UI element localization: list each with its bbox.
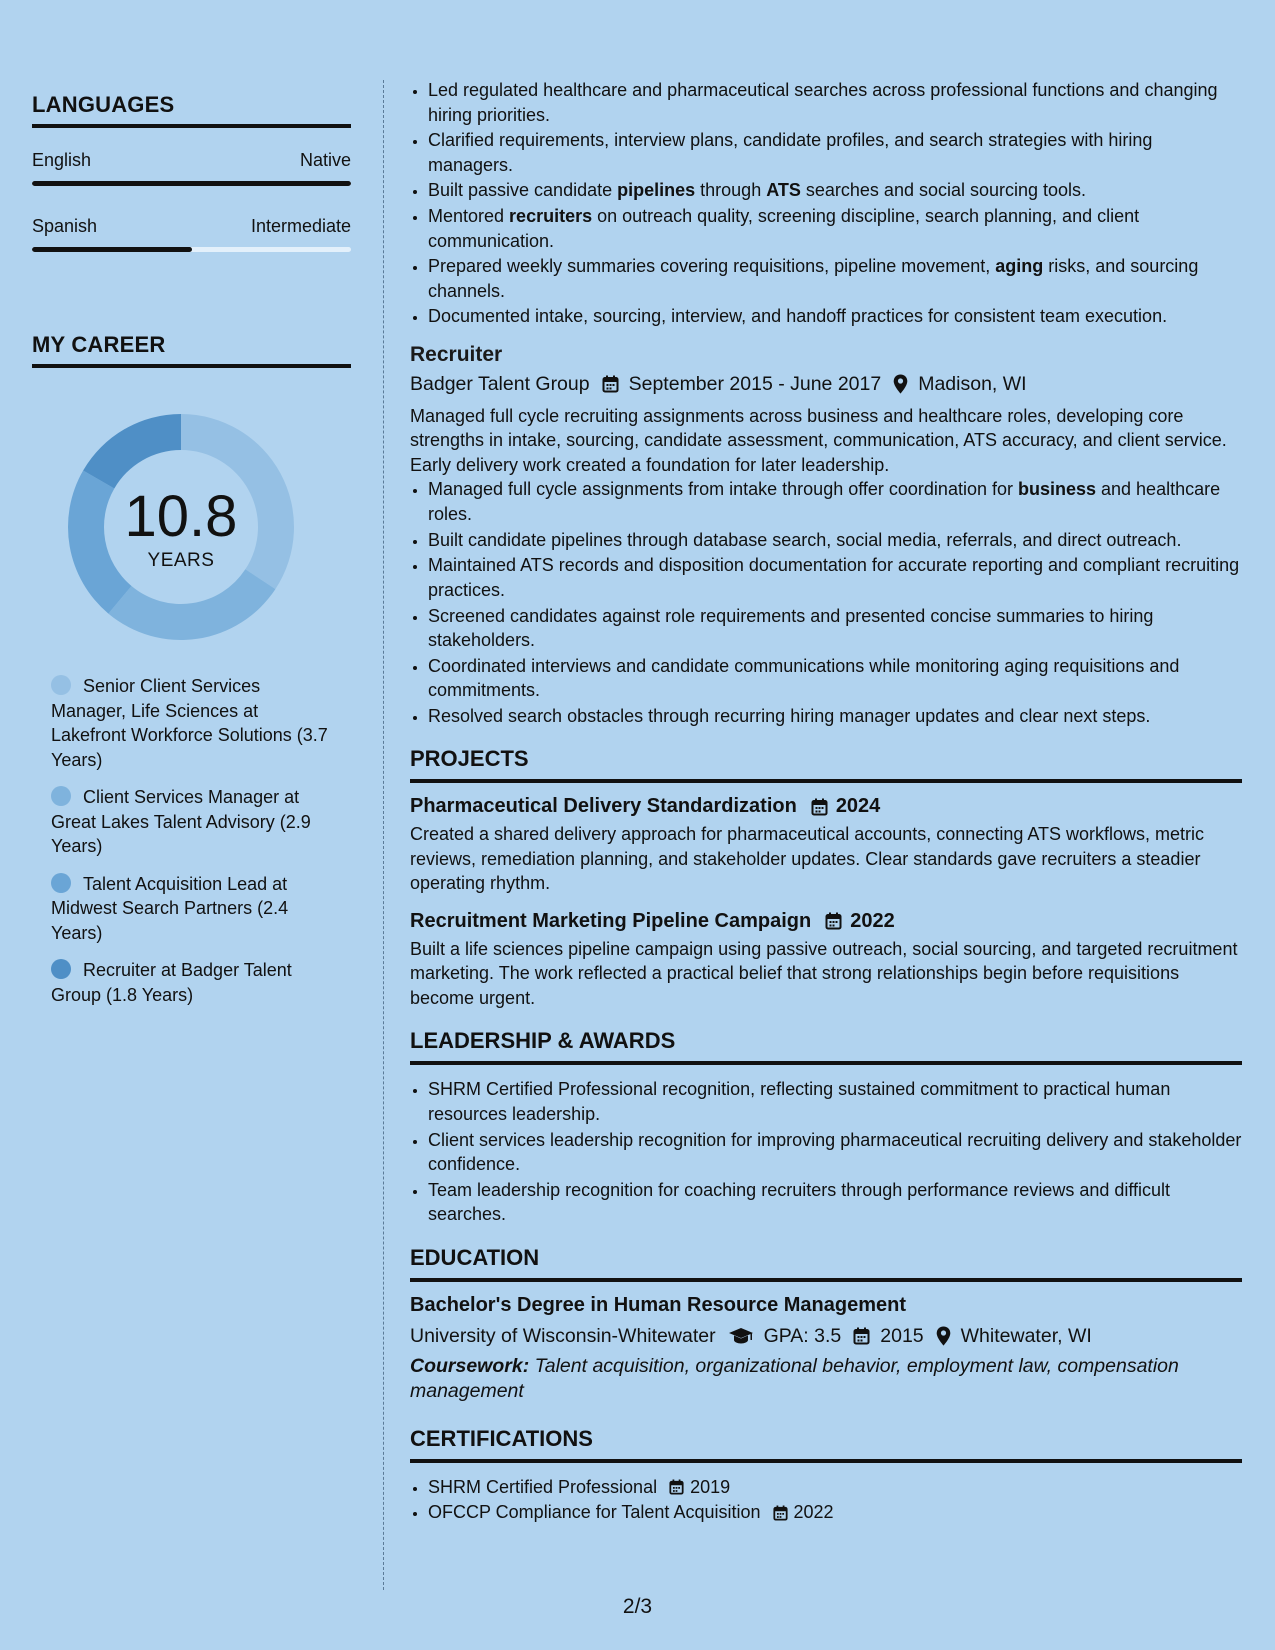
language-proficiency-fill: [32, 247, 192, 252]
calendar-icon: [853, 1327, 870, 1345]
education-heading: EDUCATION: [410, 1245, 1242, 1282]
graduation-cap-icon: [728, 1327, 754, 1345]
education-meta: [410, 1325, 1242, 1348]
legend-text: Recruiter at Badger Talent Group (1.8 Years): [51, 960, 292, 1005]
calendar-icon: [773, 1505, 788, 1521]
bullet-item: • Documented intake, sourcing, interview, and handoff practices for consistent team execution.: [428, 304, 1242, 329]
language-spanish: [32, 216, 351, 252]
job-title: Recruiter: [410, 342, 503, 366]
language-level: Native: [299, 150, 351, 170]
language-name: Spanish: [32, 216, 98, 236]
projects-heading: PROJECTS: [410, 746, 1242, 783]
map-pin-icon: [893, 374, 908, 394]
certifications-heading: CERTIFICATIONS: [410, 1426, 1242, 1463]
certification-item: [428, 1475, 1242, 1500]
certification-year: 2022: [793, 1502, 834, 1523]
legend-item: [51, 958, 336, 1007]
job-dates: September 2015 - June 2017: [628, 372, 882, 395]
career-legend: [51, 674, 336, 1007]
bullet-item: • Clarified requirements, interview plans, candidate profiles, and search strategies with hiring managers.: [428, 128, 1242, 177]
bullet-item: • Team leadership recognition for coaching recruiters through performance reviews and difficult searches.: [428, 1178, 1242, 1227]
job-bullets: [410, 477, 1242, 728]
bullet-item: • Client services leadership recognition for improving pharmaceutical recruiting delivery and stakeholder confidence.: [428, 1128, 1242, 1177]
calendar-icon: [825, 912, 842, 930]
legend-dot: [51, 959, 71, 979]
languages-heading: LANGUAGES: [32, 92, 351, 128]
degree-title: Bachelor's Degree in Human Resource Management: [410, 1293, 907, 1316]
bullet-item: • Mentored recruiters on outreach quality, screening discipline, search planning, and client communication.: [428, 204, 1242, 253]
gpa: GPA: 3.5: [763, 1324, 842, 1347]
bullet-item: • Led regulated healthcare and pharmaceutical searches across professional functions and changing hiring priorities.: [428, 78, 1242, 127]
legend-text: Senior Client Services Manager, Life Sciences at Lakefront Workforce Solutions (3.7 Years): [51, 676, 328, 770]
graduation-year: 2015: [880, 1324, 924, 1347]
coursework: [410, 1354, 1242, 1404]
bullet-item: • Screened candidates against role requirements and presented concise summaries to hiring stakeholders.: [428, 604, 1242, 653]
project-description: Built a life sciences pipeline campaign using passive outreach, social sourcing, and targeted recruitment marketing. The work reflected a practical belief that strong relationships begin before requisitions become urgent.: [410, 938, 1238, 1008]
calendar-icon: [669, 1479, 684, 1495]
legend-dot: [51, 873, 71, 893]
career-donut-chart: [66, 412, 296, 642]
school-name: University of Wisconsin-Whitewater: [410, 1324, 716, 1347]
certification-year: 2019: [690, 1476, 731, 1497]
job-summary: Managed full cycle recruiting assignments across business and healthcare roles, developing core strengths in intake, sourcing, candidate assessment, communication, ATS accuracy, and client service. Early delivery work created a foundation for later leadership.: [410, 405, 1227, 475]
coursework-label: Coursework:: [410, 1354, 530, 1377]
certifications-list: [410, 1475, 1242, 1525]
project-year: 2024: [835, 795, 881, 818]
legend-item: [51, 785, 336, 859]
bullet-item: • Coordinated interviews and candidate communications while monitoring aging requisitions and commitments.: [428, 654, 1242, 703]
previous-role-bullets: [410, 78, 1242, 329]
certification-name: • OFCCP Compliance for Talent Acquisition: [428, 1502, 761, 1523]
bullet-item: • SHRM Certified Professional recognition, reflecting sustained commitment to practical human resources leadership.: [428, 1077, 1242, 1126]
certification-item: [428, 1500, 1242, 1525]
legend-text: Client Services Manager at Great Lakes Talent Advisory (2.9 Years): [51, 787, 311, 856]
school-location: Whitewater, WI: [960, 1324, 1092, 1347]
language-proficiency-bar: [32, 247, 351, 252]
legend-dot: [51, 675, 71, 695]
calendar-icon: [811, 798, 828, 816]
bullet-item: • Maintained ATS records and disposition documentation for accurate reporting and compliant recruiting practices.: [428, 553, 1242, 602]
main-column: [410, 78, 1242, 1526]
page-number: 2/3: [622, 1595, 653, 1618]
bullet-item: • Prepared weekly summaries covering requisitions, pipeline movement, aging risks, and sourcing channels.: [428, 254, 1242, 303]
map-pin-icon: [936, 1326, 951, 1346]
sidebar: [32, 92, 351, 1020]
bullet-item: • Built passive candidate pipelines through ATS searches and social sourcing tools.: [428, 178, 1242, 203]
legend-text: Talent Acquisition Lead at Midwest Search Partners (2.4 Years): [51, 873, 289, 943]
awards-list: [410, 1077, 1242, 1226]
bullet-item: • Managed full cycle assignments from intake through offer coordination for business and healthcare roles.: [428, 477, 1242, 526]
bullet-item: • Resolved search obstacles through recurring hiring manager updates and clear next steps.: [428, 704, 1242, 729]
project-item: [410, 910, 1242, 1011]
career-total-unit: YEARS: [147, 550, 215, 571]
job-company: Badger Talent Group: [410, 372, 590, 395]
project-description: Created a shared delivery approach for pharmaceutical accounts, connecting ATS workflows, metric reviews, remediation planning, and stakeholder updates. Clear standards gave recruiters a steadier operating rhythm.: [410, 824, 1205, 894]
coursework-text: Talent acquisition, organizational behavior, employment law, compensation management: [410, 1354, 1179, 1402]
column-divider: [383, 80, 384, 1590]
project-name: Pharmaceutical Delivery Standardization: [410, 795, 797, 818]
language-level: Intermediate: [250, 216, 351, 236]
legend-item: [51, 674, 336, 772]
project-item: [410, 795, 1242, 896]
awards-heading: LEADERSHIP & AWARDS: [410, 1028, 1242, 1065]
project-name: Recruitment Marketing Pipeline Campaign: [410, 909, 812, 932]
language-proficiency-bar: [32, 181, 351, 186]
career-total-years: 10.8: [124, 484, 238, 549]
legend-item: [51, 872, 336, 946]
language-proficiency-fill: [32, 181, 351, 186]
legend-dot: [51, 786, 71, 806]
calendar-icon: [602, 375, 619, 393]
language-english: [32, 150, 351, 186]
language-name: English: [32, 150, 92, 170]
certification-name: • SHRM Certified Professional: [428, 1476, 658, 1497]
donut-center-label: [66, 412, 296, 642]
career-heading: MY CAREER: [32, 332, 351, 368]
job-meta: [410, 373, 1242, 396]
bullet-item: • Built candidate pipelines through database search, social media, referrals, and direct outreach.: [428, 528, 1242, 553]
job-location: Madison, WI: [918, 372, 1027, 395]
project-year: 2022: [850, 909, 895, 932]
